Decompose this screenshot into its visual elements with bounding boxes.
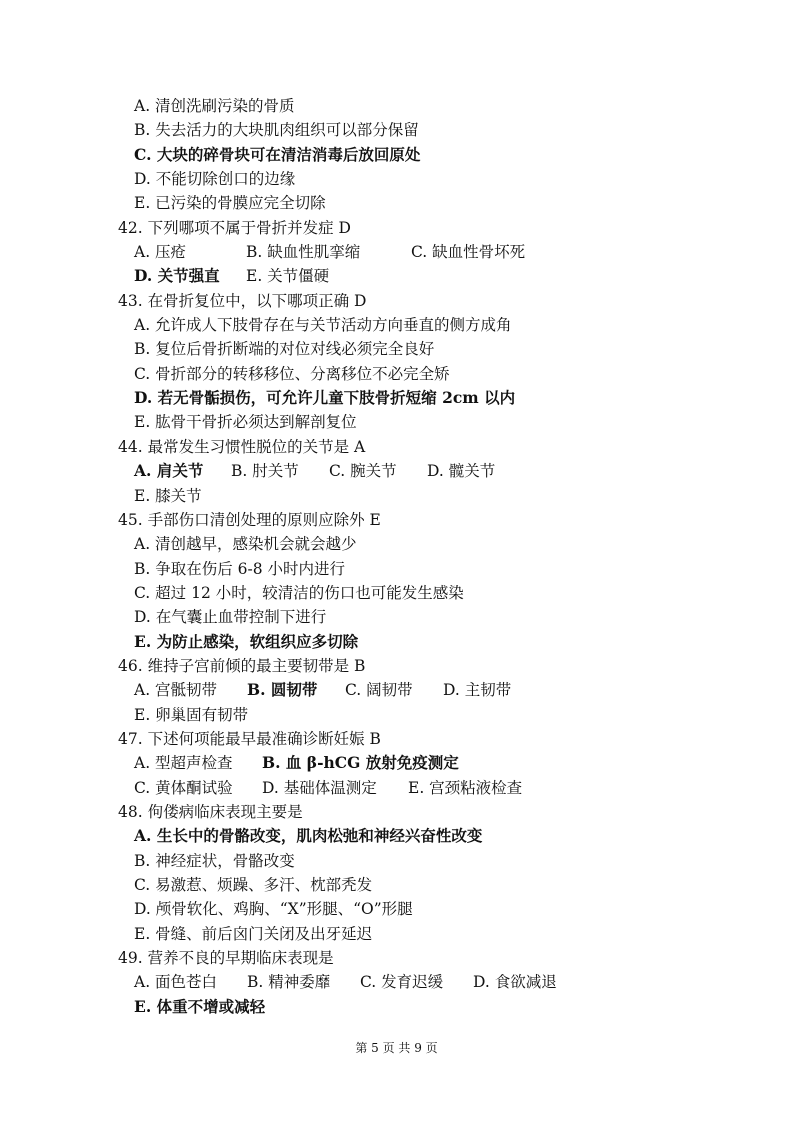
page-footer: 第 5 页 共 9 页 xyxy=(355,1041,438,1055)
answer-option: A. 清创洗刷污染的骨质 xyxy=(134,97,295,115)
answer-option-correct: C. 大块的碎骨块可在清洁消毒后放回原处 xyxy=(134,144,421,164)
answer-option: B. 神经症状，骨骼改变 xyxy=(134,851,295,870)
answer-option-correct: A. 肩关节 xyxy=(134,461,204,481)
answer-option: E. 肱骨干骨折必须达到解剖复位 xyxy=(134,413,357,432)
answer-option: B. 肘关节 xyxy=(231,462,299,481)
answer-option: B. 复位后骨折断端的对位对线必须完全良好 xyxy=(134,340,435,359)
answer-option: C. 发育迟缓 xyxy=(360,973,444,992)
answer-option: E. 已污染的骨膜应完全切除 xyxy=(134,194,326,213)
answer-option: C. 超过 12 小时，较清洁的伤口也可能发生感染 xyxy=(134,583,464,602)
answer-option: C. 腕关节 xyxy=(329,462,397,481)
answer-option-row xyxy=(118,678,718,702)
answer-option: A. 型超声检查 xyxy=(134,754,233,773)
answer-option: C. 黄体酮试验 xyxy=(134,778,233,797)
question-stem: 49. 营养不良的早期临床表现是 xyxy=(118,949,334,968)
answer-option-row xyxy=(118,970,718,994)
answer-option: B. 缺血性肌挛缩 xyxy=(246,243,361,262)
question-list xyxy=(118,94,718,1019)
answer-option: A. 压疮 xyxy=(134,243,187,262)
question-stem: 45. 手部伤口清创处理的原则应除外 E xyxy=(118,510,381,529)
question-stem: 43. 在骨折复位中，以下哪项正确 D xyxy=(118,291,367,310)
answer-option: C. 易激惹、烦躁、多汗、枕部秃发 xyxy=(134,876,373,894)
answer-option: B. 失去活力的大块肌肉组织可以部分保留 xyxy=(134,121,419,140)
answer-option-correct: D. 关节强直 xyxy=(134,266,220,286)
question-stem: 42. 下列哪项不属于骨折并发症 D xyxy=(118,218,351,237)
answer-option: E. 宫颈粘液检查 xyxy=(408,778,523,797)
answer-option-correct: B. 血 β-hCG 放射免疫测定 xyxy=(262,753,459,773)
answer-option: D. 颅骨软化、鸡胸、“X”形腿、“O”形腿 xyxy=(134,900,413,919)
answer-option-row xyxy=(118,776,718,800)
answer-option: E. 关节僵硬 xyxy=(246,267,330,286)
answer-option-row xyxy=(118,751,718,775)
answer-option: D. 食欲减退 xyxy=(473,973,557,992)
answer-option: D. 主韧带 xyxy=(443,681,512,700)
answer-option: B. 精神委靡 xyxy=(247,973,331,992)
answer-option: E. 卵巢固有韧带 xyxy=(134,705,249,724)
answer-option-correct: E. 为防止感染，软组织应多切除 xyxy=(134,631,359,651)
answer-option: C. 缺血性骨坏死 xyxy=(411,243,526,262)
answer-option: E. 膝关节 xyxy=(134,486,202,505)
answer-option-correct: A. 生长中的骨骼改变，肌肉松弛和神经兴奋性改变 xyxy=(134,826,483,846)
question-stem: 47. 下述何项能最早最准确诊断妊娠 B xyxy=(118,729,381,748)
answer-option: A. 面色苍白 xyxy=(134,973,218,992)
answer-option-correct: D. 若无骨骺损伤，可允许儿童下肢骨折短缩 2cm 以内 xyxy=(134,388,516,408)
answer-option-row xyxy=(118,264,718,288)
question-stem: 44. 最常发生习惯性脱位的关节是 A xyxy=(118,437,366,456)
answer-option: D. 不能切除创口的边缘 xyxy=(134,170,296,189)
answer-option: B. 争取在伤后 6-8 小时内进行 xyxy=(134,559,346,578)
answer-option-correct: E. 体重不增或减轻 xyxy=(134,996,266,1016)
answer-option: A. 清创越早，感染机会就会越少 xyxy=(134,535,357,554)
answer-option: C. 阔韧带 xyxy=(345,681,413,700)
answer-option: E. 骨缝、前后囟门关闭及出牙延迟 xyxy=(134,924,373,943)
question-stem: 46. 维持子宫前倾的最主要韧带是 B xyxy=(118,656,366,675)
answer-option-row xyxy=(118,459,718,483)
answer-option: A. 宫骶韧带 xyxy=(134,681,218,700)
answer-option: D. 基础体温测定 xyxy=(262,778,377,797)
answer-option-row xyxy=(118,240,718,264)
answer-option: D. 在气囊止血带控制下进行 xyxy=(134,608,327,627)
answer-option: A. 允许成人下肢骨存在与关节活动方向垂直的侧方成角 xyxy=(134,316,512,335)
answer-option-correct: B. 圆韧带 xyxy=(247,680,318,700)
question-stem: 48. 佝偻病临床表现主要是 xyxy=(118,802,303,821)
answer-option: C. 骨折部分的转移移位、分离移位不必完全矫 xyxy=(134,364,450,383)
answer-option: D. 髋关节 xyxy=(427,462,496,481)
